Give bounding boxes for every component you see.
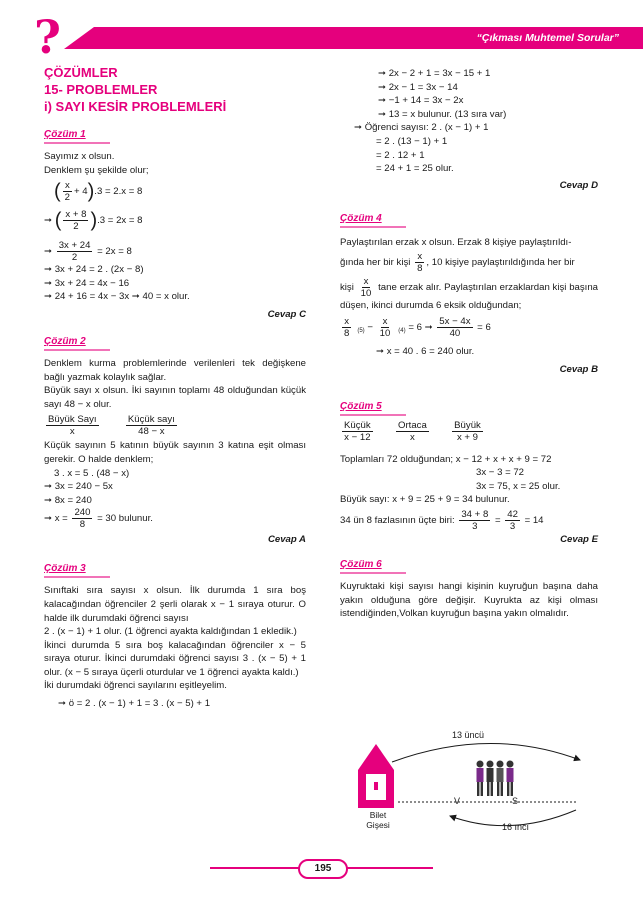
ticket-booth-icon bbox=[358, 744, 394, 808]
heading-cozum-5: Çözüm 5 bbox=[340, 401, 412, 412]
s2-paragraph-1: Denklem kurma problemlerinde verilenleri tek değişkene bağlı yazmak kolaylık sağlar. bbox=[44, 357, 306, 383]
s3c-line-5: ➞ Öğrenci sayısı: 2 . (x − 1) + 1 bbox=[354, 122, 489, 134]
s4-answer: Cevap B bbox=[559, 363, 598, 375]
s5-answer: Cevap E bbox=[560, 533, 598, 545]
heading-cozum-4: Çözüm 4 bbox=[340, 213, 412, 224]
s1-eq-3: ➞ $\frac{3x + 24}{2}$ = 2x = 8 bbox=[44, 240, 132, 264]
s3c-line-3: ➞ −1 + 14 = 3x − 2x bbox=[378, 95, 464, 107]
s2-fractions: $\frac{\text{Büyük Sayı}}{x}$ $\frac{\text{Küçük sayı}}{48 - x}$ bbox=[48, 414, 175, 438]
s3-paragraph-2: 2 . (x − 1) + 1 olur. (1 öğrenci ayakta kaldığından 1 ekledik.) bbox=[44, 626, 297, 638]
s5-line-4: Büyük sayı: x + 9 = 25 + 9 = 34 bulunur. bbox=[340, 494, 510, 506]
s3-line-5: ➞ ö = 2 . (x − 1) + 1 = 3 . (x − 5) + 1 bbox=[58, 698, 211, 710]
title-problemler: 15- PROBLEMLER bbox=[44, 82, 158, 97]
heading-cozum-3: Çözüm 3 bbox=[44, 563, 116, 574]
s1-line-5: ➞ 3x + 24 = 4x − 16 bbox=[44, 277, 130, 289]
s1-line-6: ➞ 24 + 16 = 4x − 3x ➞ 40 = x olur. bbox=[44, 291, 190, 303]
heading-cozum-6: Çözüm 6 bbox=[340, 559, 412, 570]
label-s: S bbox=[512, 796, 519, 806]
queue-diagram bbox=[340, 730, 610, 840]
s4-paragraph-2: ğında her bir kişi $\frac{x}{8}$ , 10 kişiye paylaştırıldığında her bir bbox=[340, 251, 575, 275]
s4-paragraph-3: kişi $\frac{x}{10}$ tane erzak alır. Paylaştırılan erzaklardan kişi başına düşen, ikinci durumda 6 eksik olduğundan; bbox=[340, 276, 599, 312]
s2-paragraph-3: Küçük sayının 5 katının büyük sayının 3 katına eşit olması gerekir. O halde denklem; bbox=[44, 440, 306, 465]
s2-line-4: ➞ x = $\frac{240}{8}$ = 30 bulunur. bbox=[44, 507, 153, 531]
s1-line-1: Sayımız x olsun. bbox=[44, 151, 115, 162]
s2-line-2: ➞ 3x = 240 − 5x bbox=[44, 481, 113, 493]
label-bilet-gisesi: Bilet Gişesi bbox=[366, 810, 390, 830]
s1-line-2: Denklem şu şekilde olur; bbox=[44, 164, 149, 176]
s1-line-4: ➞ 3x + 24 = 2 . (2x − 8) bbox=[44, 264, 144, 276]
s3-paragraph-1: Sınıftaki sıra sayısı x olsun. İlk durumda 1 sıra boş kalacağından öğrenciler 2 şerli olarak x − 1 sıraya oturur. O halde ilk durumdaki öğrenci sayısı bbox=[44, 585, 306, 624]
s3c-line-2: ➞ 2x − 1 = 3x − 14 bbox=[378, 81, 458, 93]
s6-paragraph-1: Kuyruktaki kişi sayısı hangi kişinin kuyruğun başına daha yakın olduğuna göre değişir. Kuyrukta az kişi olması istendiğinden,Volkan kuyruğun başına yakın olmalıdır. bbox=[340, 580, 598, 620]
s2-line-3: ➞ 8x = 240 bbox=[44, 494, 92, 506]
s5-line-1: Toplamları 72 olduğundan; x − 12 + x + x + 9 = 72 bbox=[340, 453, 552, 465]
question-mark-icon: ? bbox=[34, 10, 61, 64]
s5-line-5: 34 ün 8 fazlasının üçte biri: $\frac{34 + 8}{3}$ = $\frac{42}{3}$ = 14 bbox=[340, 508, 544, 532]
s2-line-1: 3 . x = 5 . (48 − x) bbox=[54, 467, 130, 479]
people-icon bbox=[477, 761, 514, 797]
header-label: “Çıkması Muhtemel Sorular” bbox=[476, 32, 619, 44]
s3c-line-6: = 2 . (13 − 1) + 1 bbox=[376, 135, 448, 147]
right-column bbox=[340, 67, 598, 621]
s2-answer: Cevap A bbox=[267, 534, 306, 546]
arrow-top bbox=[392, 743, 580, 762]
s1-eq-1: ( $\frac{x}{2}$ + 4).3 = 2.x = 8 bbox=[54, 180, 143, 204]
s3-paragraph-4: İki durumdaki öğrenci sayılarını eşitleyelim. bbox=[44, 680, 227, 692]
s5-line-2: 3x − 3 = 72 bbox=[476, 467, 525, 479]
s3-paragraph-3: İkinci durumda 5 sıra boş kalacağından öğrenciler x − 5 sıraya oturur. İkinci durumdaki öğrenci sayısı 3 . (x − 5) + 1 olur. (x − 5 sıraya üçerli oturdular ve 1 öğrenci ayakta kaldı.) bbox=[44, 639, 306, 678]
page-number: 195 bbox=[298, 859, 348, 879]
page-header bbox=[0, 0, 643, 64]
heading-cozum-1: Çözüm 1 bbox=[44, 129, 116, 140]
s3c-line-7: = 2 . 12 + 1 bbox=[376, 149, 425, 161]
label-13-uncu: 13 üncü bbox=[452, 730, 485, 740]
title-sayi-kesir: i) SAYI KESİR PROBLEMLERİ bbox=[44, 99, 227, 114]
s5-fractions: $\frac{\text{Küçük}}{x - 12}$ $\frac{\text{Ortaca}}{x}$ $\frac{\text{Büyük}}{x + 9}$ bbox=[344, 419, 481, 443]
s3c-line-4: ➞ 13 = x bulunur. (13 sıra var) bbox=[378, 108, 507, 120]
s4-line-2: ➞ x = 40 . 6 = 240 olur. bbox=[376, 345, 475, 357]
s5-line-3: 3x = 75, x = 25 olur. bbox=[476, 480, 561, 492]
s4-equation: $\frac{x}{8}$ (5) − $\frac{x}{10}$ (4) = 6 ➞ $\frac{5x - 4x}{40}$ = 6 bbox=[344, 315, 491, 339]
s3c-line-8: = 24 + 1 = 25 olur. bbox=[376, 163, 454, 175]
page-number-bar bbox=[0, 858, 643, 876]
s1-answer: Cevap C bbox=[267, 308, 306, 320]
s3-answer: Cevap D bbox=[559, 179, 598, 191]
left-column bbox=[44, 64, 306, 711]
label-16-inci: 16 ıncı bbox=[502, 822, 530, 832]
s2-paragraph-2: Büyük sayı x olsun. İki sayının toplamı 48 olduğundan küçük sayı 48 − x olur. bbox=[44, 385, 306, 410]
title-cozumler: ÇÖZÜMLER bbox=[44, 65, 118, 80]
s3c-line-1: ➞ 2x − 2 + 1 = 3x − 15 + 1 bbox=[378, 68, 491, 79]
s1-eq-2: ➞ ( $\frac{x + 8}{2}$ ).3 = 2x = 8 bbox=[44, 209, 143, 233]
s4-paragraph-1: Paylaştırılan erzak x olsun. Erzak 8 kişiye paylaştırıldı- bbox=[340, 236, 572, 248]
label-v: V bbox=[454, 796, 461, 806]
heading-cozum-2: Çözüm 2 bbox=[44, 336, 116, 347]
